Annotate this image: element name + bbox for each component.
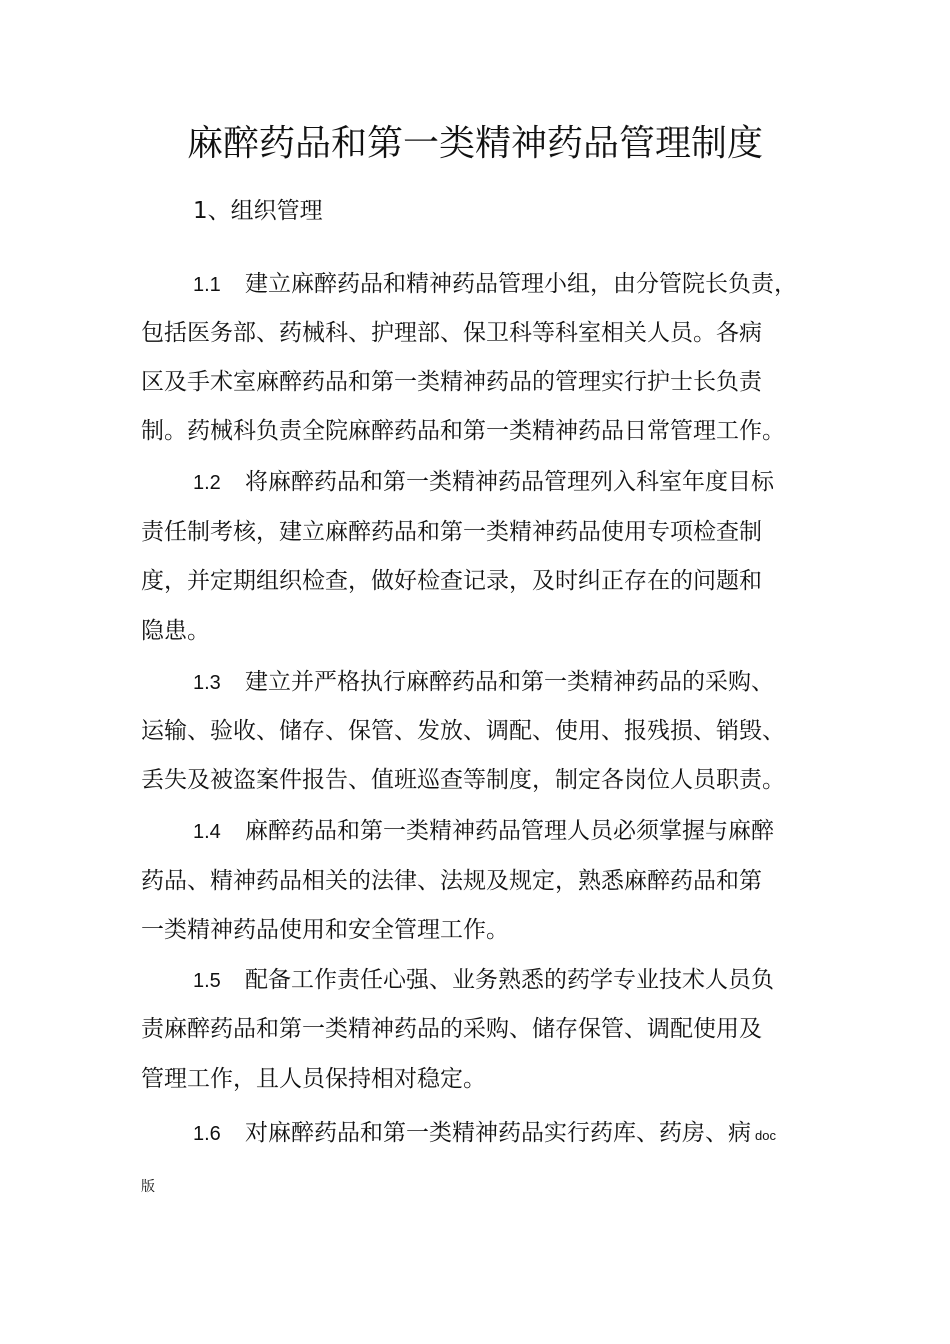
item-1-2-line-3: 度，并定期组织检查，做好检查记录，及时纠正存在的问题和: [141, 568, 762, 594]
item-1-4-line-1: 1.4 麻醉药品和第一类精神药品管理人员必须掌握与麻醉: [193, 816, 774, 847]
footer-text: 版: [141, 1179, 155, 1195]
item-1-2-line-1: 1.2 将麻醉药品和第一类精神药品管理列入科室年度目标: [193, 467, 774, 498]
item-1-3-line-2: 运输、验收、储存、保管、发放、调配、使用、报残损、销毁、: [141, 718, 785, 744]
item-1-1-line-4: 制。药械科负责全院麻醉药品和第一类精神药品日常管理工作。: [141, 418, 785, 444]
document-title: 麻醉药品和第一类精神药品管理制度: [186, 123, 763, 164]
item-1-5-line-3: 管理工作，且人员保持相对稳定。: [141, 1066, 486, 1092]
item-1-3-line-1: 1.3 建立并严格执行麻醉药品和第一类精神药品的采购、: [193, 667, 774, 698]
item-number: 1.6: [193, 1123, 221, 1145]
item-number: 1.4: [193, 821, 221, 843]
item-1-3-line-3: 丢失及被盗案件报告、值班巡查等制度，制定各岗位人员职责。: [141, 767, 785, 793]
section-heading: 1、组织管理: [193, 198, 323, 224]
item-1-1-line-3: 区及手术室麻醉药品和第一类精神药品的管理实行护士长负责: [141, 369, 762, 395]
item-1-5-line-1: 1.5 配备工作责任心强、业务熟悉的药学专业技术人员负: [193, 965, 774, 996]
doc-mark: doc: [755, 1128, 776, 1143]
item-number: 1.2: [193, 472, 221, 494]
item-number: 1.5: [193, 970, 221, 992]
item-1-5-line-2: 责麻醉药品和第一类精神药品的采购、储存保管、调配使用及: [141, 1016, 762, 1042]
item-1-6-line-1: 1.6 对麻醉药品和第一类精神药品实行药库、药房、病 doc: [193, 1118, 776, 1151]
item-1-4-line-3: 一类精神药品使用和安全管理工作。: [141, 917, 509, 943]
item-number: 1.1: [193, 274, 221, 296]
item-1-1-line-2: 包括医务部、药械科、护理部、保卫科等科室相关人员。各病: [141, 320, 762, 346]
item-1-2-line-2: 责任制考核，建立麻醉药品和第一类精神药品使用专项检查制: [141, 519, 762, 545]
item-1-4-line-2: 药品、精神药品相关的法律、法规及规定，熟悉麻醉药品和第: [141, 868, 762, 894]
item-1-1-line-1: 1.1 建立麻醉药品和精神药品管理小组，由分管院长负责，: [193, 269, 797, 300]
item-1-2-line-4: 隐患。: [141, 618, 210, 644]
item-number: 1.3: [193, 672, 221, 694]
